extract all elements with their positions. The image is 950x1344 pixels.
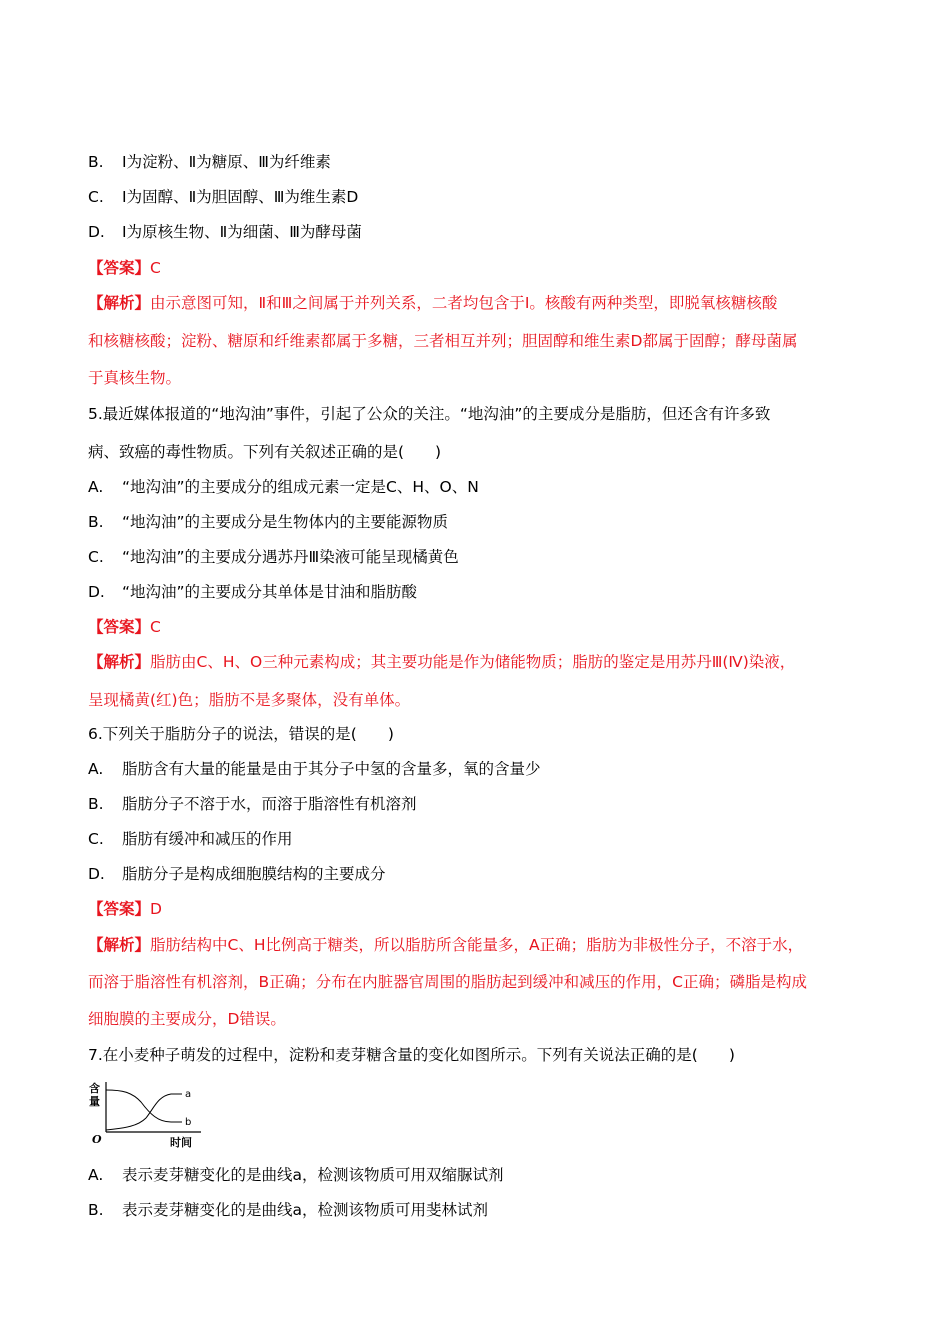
graph-xlabel: 时间 [170,1136,192,1148]
graph-ylabel-1: 含 [89,1082,100,1095]
option-letter: B. [88,1201,104,1219]
option-letter: D. [88,865,105,883]
option-letter: B. [88,795,104,813]
option-text: “地沟油”的主要成分其单体是甘油和脂肪酸 [122,583,418,601]
q5-analysis-line-2: 呈现橘黄(红)色；脂肪不是多聚体，没有单体。 [88,691,411,709]
q7-option-a [88,1165,504,1185]
option-text: “地沟油”的主要成分遇苏丹Ⅲ染液可能呈现橘黄色 [122,548,459,566]
q6-option-b [88,794,417,814]
option-letter: D. [88,223,105,241]
option-text: “地沟油”的主要成分是生物体内的主要能源物质 [122,513,449,531]
answer-tag: 【答案】 [88,900,151,918]
graph-curve-a [106,1094,182,1130]
option-text: “地沟油”的主要成分的组成元素一定是C、H、O、N [122,478,479,496]
analysis-tag: 【解析】 [88,936,151,954]
q4-option-b [88,152,331,172]
option-text: 脂肪分子是构成细胞膜结构的主要成分 [122,865,386,883]
q5-stem-line-2: 病、致癌的毒性物质。下列有关叙述正确的是( ) [88,443,442,461]
q5-option-a [88,477,479,497]
option-letter: B. [88,153,104,171]
graph-ylabel-2: 量 [89,1095,100,1108]
option-text: Ⅰ为原核生物、Ⅱ为细菌、Ⅲ为酵母菌 [122,223,362,241]
q6-analysis-line-2: 而溶于脂溶性有机溶剂，B正确；分布在内脏器官周围的脂肪起到缓冲和减压的作用，C正确；磷脂是构成 [88,973,807,991]
q4-answer [88,258,161,278]
q5-option-c [88,547,459,567]
option-letter: D. [88,583,105,601]
q5-option-d [88,582,417,602]
answer-value: C [150,259,161,277]
q4-option-c [88,187,358,207]
graph-curve-b [106,1090,182,1122]
q5-answer [88,617,161,637]
q6-analysis-line-3: 细胞膜的主要成分，D错误。 [88,1010,286,1028]
q7-content-graph [86,1080,206,1148]
option-text: Ⅰ为固醇、Ⅱ为胆固醇、Ⅲ为维生素D [122,188,359,206]
graph-svg [86,1080,206,1148]
option-letter: B. [88,513,104,531]
q4-option-d [88,222,362,242]
graph-origin: O [92,1133,102,1146]
q4-analysis-line-2: 和核糖核酸；淀粉、糖原和纤维素都属于多糖，三者相互并列；胆固醇和维生素D都属于固醇；酵母菌属 [88,332,798,350]
option-letter: A. [88,760,104,778]
analysis-text: 脂肪由C、H、O三种元素构成；其主要功能是作为储能物质；脂肪的鉴定是用苏丹Ⅲ(Ⅳ)染液， [150,653,796,671]
q6-answer [88,899,162,919]
graph-label-a: a [185,1089,192,1100]
q6-analysis-line-1 [88,935,803,955]
option-letter: A. [88,1166,104,1184]
q6-option-a [88,759,541,779]
option-letter: C. [88,830,104,848]
option-letter: C. [88,188,104,206]
q4-analysis-line-1 [88,293,777,313]
q5-analysis-line-1 [88,652,795,672]
q7-stem: 7.在小麦种子萌发的过程中，淀粉和麦芽糖含量的变化如图所示。下列有关说法正确的是( ) [88,1046,735,1064]
option-text: 表示麦芽糖变化的是曲线a，检测该物质可用双缩脲试剂 [122,1166,504,1184]
option-text: 表示麦芽糖变化的是曲线a，检测该物质可用斐林试剂 [122,1201,489,1219]
option-letter: A. [88,478,104,496]
analysis-text: 脂肪结构中C、H比例高于糖类，所以脂肪所含能量多，A正确；脂肪为非极性分子，不溶于水， [150,936,804,954]
answer-value: D [150,900,162,918]
q7-option-b [88,1200,488,1220]
option-text: 脂肪分子不溶于水，而溶于脂溶性有机溶剂 [122,795,417,813]
q6-stem: 6.下列关于脂肪分子的说法，错误的是( ) [88,725,394,743]
q5-option-b [88,512,448,532]
option-letter: C. [88,548,104,566]
graph-label-b: b [185,1117,192,1128]
q6-option-d [88,864,386,884]
answer-tag: 【答案】 [88,259,151,277]
analysis-text: 由示意图可知，Ⅱ和Ⅲ之间属于并列关系，二者均包含于Ⅰ。核酸有两种类型，即脱氧核糖核酸 [150,294,778,312]
q6-option-c [88,829,293,849]
q4-analysis-line-3: 于真核生物。 [88,369,182,387]
q5-stem-line-1: 5.最近媒体报道的“地沟油”事件，引起了公众的关注。“地沟油”的主要成分是脂肪，但还含有许多致 [88,405,771,423]
answer-tag: 【答案】 [88,618,151,636]
answer-value: C [150,618,161,636]
analysis-tag: 【解析】 [88,294,151,312]
option-text: 脂肪含有大量的能量是由于其分子中氢的含量多，氧的含量少 [122,760,541,778]
option-text: Ⅰ为淀粉、Ⅱ为糖原、Ⅲ为纤维素 [122,153,331,171]
analysis-tag: 【解析】 [88,653,151,671]
option-text: 脂肪有缓冲和减压的作用 [122,830,293,848]
